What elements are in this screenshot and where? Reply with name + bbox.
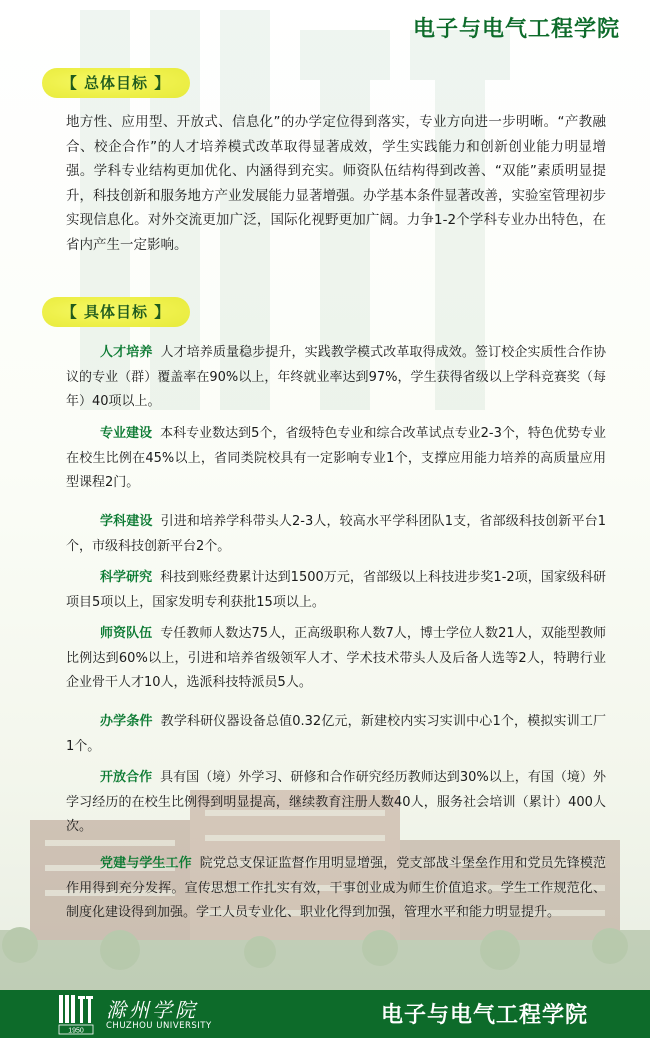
goal-item-heading: 办学条件 (100, 714, 153, 729)
goal-item-text: 院党总支保证监督作用明显增强，党支部战斗堡垒作用和党员先锋模范作用得到充分发挥。宣传思想工作扎实有效，干事创业成为师生价值追求。学生工作规范化、制度化建设得到加强。学工人员专业化、职业化得到加强，管理水平和能力明显提升。 (66, 856, 606, 920)
header-college-title: 电子与电气工程学院 (412, 16, 620, 42)
goal-item-text: 具有国（境）外学习、研修和合作研究经历教师达到30%以上，有国（境）外学习经历的在校生比例得到明显提高，继续教育注册人数40人，服务社会培训（累计）400人次。 (66, 770, 606, 834)
logo-year: 1950 (68, 1027, 84, 1035)
overall-goals-tag: 【 总体目标 】 (42, 68, 190, 98)
goal-item-heading: 人才培养 (100, 345, 153, 360)
goal-item-party-student (66, 852, 606, 926)
goal-item-heading: 科学研究 (100, 570, 153, 585)
university-name-cn: 滁州学院 (106, 998, 198, 1022)
goal-item-text: 本科专业数达到5个，省级特色专业和综合改革试点专业2-3个，特色优势专业在校生比例在45%以上，省同类院校具有一定影响专业1个，支撑应用能力培养的高质量应用型课程2门。 (66, 426, 606, 490)
goal-item-conditions (66, 710, 606, 759)
footer-college-title: 电子与电气工程学院 (380, 1002, 588, 1028)
footer-bar (0, 990, 650, 1038)
goal-item-heading: 学科建设 (100, 514, 153, 529)
goal-item-heading: 党建与学生工作 (100, 856, 192, 871)
university-name-en: CHUZHOU UNIVERSITY (106, 1021, 212, 1031)
goal-item-major (66, 422, 606, 496)
goal-item-heading: 师资队伍 (100, 626, 153, 641)
goal-item-discipline (66, 510, 606, 559)
goal-item-cooperation (66, 766, 606, 840)
goal-item-text: 专任教师人数达75人，正高级职称人数7人，博士学位人数21人，双能型教师比例达到60%以上，引进和培养省级领军人才、学术技术带头人及后备人选等2人，特聘行业企业骨干人才10人，选派科技特派员5人。 (66, 626, 606, 690)
goal-item-text: 科技到账经费累计达到1500万元，省部级以上科技进步奖1-2项，国家级科研项目5项以上，国家发明专利获批15项以上。 (66, 570, 606, 610)
specific-goals-tag: 【 具体目标 】 (42, 297, 190, 327)
goal-item-heading: 开放合作 (100, 770, 153, 785)
goal-item-faculty (66, 622, 606, 696)
goal-item-heading: 专业建设 (100, 426, 153, 441)
goal-item-text: 人才培养质量稳步提升，实践教学模式改革取得成效。签订校企实质性合作协议的专业（群）覆盖率在90%以上，年终就业率达到97%，学生获得省级以上学科竞赛奖（每年）40项以上。 (66, 345, 606, 409)
overall-goals-text: 地方性、应用型、开放式、信息化”的办学定位得到落实，专业方向进一步明晰。“产教融合、校企合作”的人才培养模式改革取得显著成效，学生实践能力和创新创业能力明显增强。学科专业结构更加优化、内涵得到充实。师资队伍结构得到改善、“双能”素质明显提升，科技创新和服务地方产业发展能力显著增强。办学基本条件显著改善，实验室管理初步实现信息化。对外交流更加广泛，国际化视野更加广阔。力争1-2个学科专业办出特色，在省内产生一定影响。 (66, 114, 606, 253)
goal-item-text: 教学科研仪器设备总值0.32亿元，新建校内实习实训中心1个，模拟实训工厂1个。 (66, 714, 606, 754)
goal-item-talent (66, 341, 606, 415)
goal-item-research (66, 566, 606, 615)
goal-item-text: 引进和培养学科带头人2-3人，较高水平学科团队1支，省部级科技创新平台1个，市级科技创新平台2个。 (66, 514, 606, 554)
university-logo-icon (58, 993, 94, 1035)
